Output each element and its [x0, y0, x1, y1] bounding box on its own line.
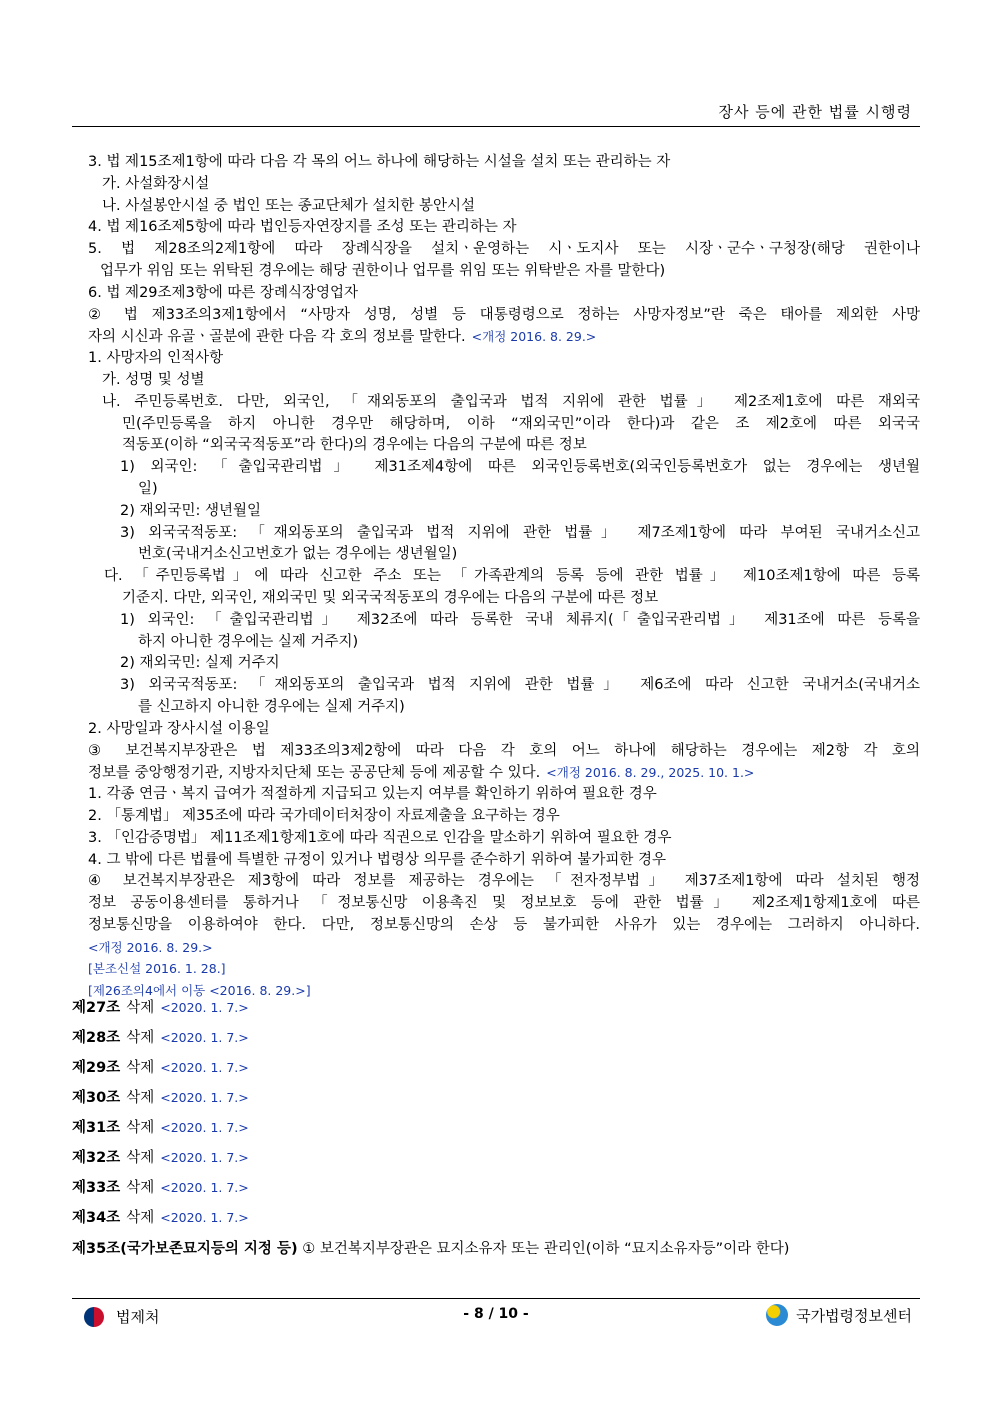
- paragraph-text: 정보를 중앙행정기관, 지방자치단체 또는 공공단체 등에 제공할 수 있다.: [88, 765, 541, 782]
- article-row: [72, 1176, 920, 1206]
- list-item: 적동포(이하 “외국국적동포”라 한다)의 경우에는 다음의 구분에 따른 정보: [122, 437, 587, 454]
- article-row: [72, 1056, 920, 1086]
- list-item: 3) 외국국적동포: 「재외동포의 출입국과 법적 지위에 관한 법률」 제6조에 따라 신고한 국내거소(국내거소: [120, 677, 920, 694]
- list-item: 1. 사망자의 인적사항: [88, 350, 224, 367]
- list-item: 다. 「주민등록법」에 따라 신고한 주소 또는 「가족관계의 등록 등에 관한 법률」 제10조제1항에 따른 등록: [104, 568, 920, 585]
- list-item: 를 신고하지 아니한 경우에는 실제 거주지): [138, 698, 405, 715]
- article-row: [72, 1146, 920, 1176]
- article-date[interactable]: <2020. 1. 7.>: [160, 1120, 249, 1135]
- list-item: 5. 법 제28조의2제1항에 따라 장례식장을 설치ㆍ운영하는 시ㆍ도지사 또는 시장ㆍ군수ㆍ구청장(해당 권한이나: [88, 241, 920, 258]
- list-item: 가. 성명 및 성별: [102, 371, 205, 388]
- header-divider: [72, 126, 920, 127]
- article-row: [72, 1086, 920, 1116]
- article-date[interactable]: <2020. 1. 7.>: [160, 1030, 249, 1045]
- list-item: 기준지. 다만, 외국인, 재외국민 및 외국국적동포의 경우에는 다음의 구분에 따른 정보: [122, 589, 659, 606]
- publisher-label: 법제처: [116, 1308, 160, 1326]
- document-body: [88, 152, 920, 1002]
- amendment-note[interactable]: <개정 2016. 8. 29., 2025. 10. 1.>: [546, 765, 755, 781]
- article-number: 제28조: [72, 1030, 121, 1046]
- article-text: ① 보건복지부장관은 묘지소유자 또는 관리인(이하 “묘지소유자등”이라 한다): [302, 1241, 790, 1257]
- list-item: 번호(국내거소신고번호가 없는 경우에는 생년월일): [138, 546, 458, 563]
- list-item: 3. 법 제15조제1항에 따라 다음 각 목의 어느 하나에 해당하는 시설을 설치 또는 관리하는 자: [88, 154, 671, 170]
- article-text: 삭제: [126, 1210, 155, 1226]
- footer-source: [766, 1304, 912, 1326]
- article-text: 삭제: [126, 1180, 155, 1196]
- list-item: 1) 외국인: 「출입국관리법」 제31조제4항에 따른 외국인등록번호(외국인등록번호가 없는 경우에는 생년월: [120, 459, 920, 476]
- list-item: 2) 재외국민: 실제 거주지: [120, 655, 280, 672]
- paragraph-line: ② 법 제33조의3제1항에서 “사망자 성명, 성별 등 대통령령으로 정하는 사망자정보”란 죽은 태아를 제외한 사망: [88, 306, 920, 323]
- relocation-note[interactable]: [제26조의4에서 이동 <2016. 8. 29.>]: [88, 983, 311, 999]
- article-row: [72, 1206, 920, 1236]
- footer-divider: [72, 1298, 920, 1299]
- list-item: 업무가 위임 또는 위탁된 경우에는 해당 권한이나 업무를 위임 또는 위탁받은 자를 말한다): [100, 262, 666, 279]
- list-item: 하지 아니한 경우에는 실제 거주지): [138, 633, 359, 650]
- article-date[interactable]: <2020. 1. 7.>: [160, 1150, 249, 1165]
- article-date[interactable]: <2020. 1. 7.>: [160, 1060, 249, 1075]
- source-label: 국가법령정보센터: [796, 1306, 912, 1325]
- list-item: 2) 재외국민: 생년월일: [120, 502, 262, 519]
- paragraph-line: [88, 326, 920, 348]
- paragraph-line: 정보통신망을 이용하여야 한다. 다만, 정보통신망의 손상 등 불가피한 사유가 있는 경우에는 그러하지 아니하다.: [88, 916, 920, 933]
- list-item: 1) 외국인: 「출입국관리법」 제32조에 따라 등록한 국내 체류지(「출입국관리법」 제31조에 따른 등록을: [120, 611, 920, 628]
- article-number: 제31조: [72, 1120, 121, 1136]
- list-item: 4. 법 제16조제5항에 따라 법인등자연장지를 조성 또는 관리하는 자: [88, 219, 517, 236]
- article-text: 삭제: [126, 1150, 155, 1166]
- article-text: 삭제: [126, 1090, 155, 1106]
- paragraph-line: [88, 762, 920, 784]
- paragraph-line: ④ 보건복지부장관은 제3항에 따라 정보를 제공하는 경우에는 「전자정부법」 제37조제1항에 따라 설치된 행정: [88, 873, 920, 890]
- article-title: 제35조(국가보존묘지등의 지정 등): [72, 1241, 298, 1257]
- law-center-logo-icon: [766, 1304, 788, 1326]
- list-item: 6. 법 제29조제3항에 따른 장례식장영업자: [88, 284, 359, 301]
- amendment-note[interactable]: <개정 2016. 8. 29.>: [88, 939, 213, 955]
- article-date[interactable]: <2020. 1. 7.>: [160, 1090, 249, 1105]
- article-text: 삭제: [126, 1000, 155, 1016]
- page-number: - 8 / 10 -: [463, 1306, 529, 1322]
- paragraph-line: ③ 보건복지부장관은 법 제33조의3제2항에 따라 다음 각 호의 어느 하나에 해당하는 경우에는 제2항 각 호의: [88, 742, 920, 759]
- article-text: 삭제: [126, 1030, 155, 1046]
- deleted-articles: [72, 996, 920, 1236]
- article-number: 제34조: [72, 1210, 121, 1226]
- article-date[interactable]: <2020. 1. 7.>: [160, 1000, 249, 1015]
- article-row: [72, 996, 920, 1026]
- article-number: 제30조: [72, 1090, 121, 1106]
- list-item: 2. 사망일과 장사시설 이용일: [88, 720, 270, 737]
- list-item: 3) 외국국적동포: 「재외동포의 출입국과 법적 지위에 관한 법률」 제7조제1항에 따라 부여된 국내거소신고: [120, 524, 920, 541]
- running-header-title: 장사 등에 관한 법률 시행령: [718, 103, 912, 121]
- article-number: 제32조: [72, 1150, 121, 1166]
- article-date[interactable]: <2020. 1. 7.>: [160, 1180, 249, 1195]
- paragraph-line: 정보 공동이용센터를 통하거나 「정보통신망 이용촉진 및 정보보호 등에 관한 법률」 제2조제1항제1호에 따른: [88, 895, 920, 912]
- list-item: 일): [138, 480, 158, 497]
- article-text: 삭제: [126, 1060, 155, 1076]
- list-item: 민(주민등록을 하지 아니한 경우만 해당하며, 이하 “재외국민”이라 한다)과 같은 조 제2호에 따른 외국국: [122, 415, 920, 432]
- article-date[interactable]: <2020. 1. 7.>: [160, 1210, 249, 1225]
- article-text: 삭제: [126, 1120, 155, 1136]
- list-item: 1. 각종 연금ㆍ복지 급여가 적절하게 지급되고 있는지 여부를 확인하기 위하여 필요한 경우: [88, 786, 657, 803]
- article-number: 제27조: [72, 1000, 121, 1016]
- article-35: [72, 1237, 920, 1258]
- amendment-note[interactable]: <개정 2016. 8. 29.>: [471, 329, 597, 345]
- article-number: 제29조: [72, 1060, 121, 1076]
- list-item: 2. 「통계법」 제35조에 따라 국가데이터처장이 자료제출을 요구하는 경우: [88, 807, 560, 824]
- enactment-note[interactable]: [본조신설 2016. 1. 28.]: [88, 961, 226, 977]
- article-row: [72, 1116, 920, 1146]
- list-item: 나. 사설봉안시설 중 법인 또는 종교단체가 설치한 봉안시설: [102, 197, 476, 214]
- list-item: 3. 「인감증명법」 제11조제1항제1호에 따라 직권으로 인감을 말소하기 위하여 필요한 경우: [88, 829, 672, 846]
- list-item: 나. 주민등록번호. 다만, 외국인, 「재외동포의 출입국과 법적 지위에 관한 법률」 제2조제1호에 따른 재외국: [102, 393, 920, 410]
- article-row: [72, 1026, 920, 1056]
- article-number: 제33조: [72, 1180, 121, 1196]
- list-item: 가. 사설화장시설: [102, 175, 210, 192]
- paragraph-text: 자의 시신과 유골ㆍ골분에 관한 다음 각 호의 정보를 말한다.: [88, 329, 466, 346]
- list-item: 4. 그 밖에 다른 법률에 특별한 규정이 있거나 법령상 의무를 준수하기 위하여 불가피한 경우: [88, 851, 667, 868]
